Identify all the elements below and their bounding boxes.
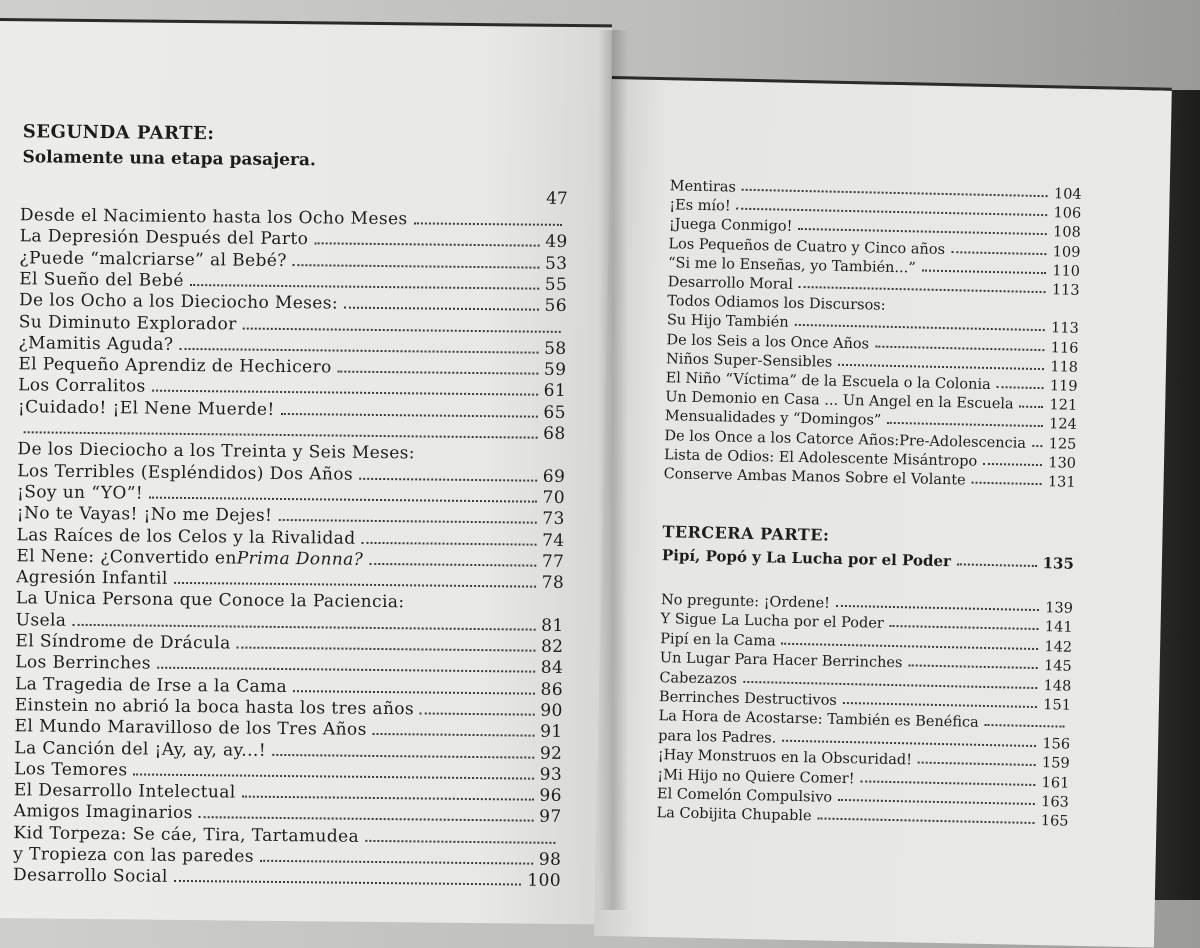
dot-leader bbox=[972, 482, 1042, 485]
entry-title-italic: Prima Donna? bbox=[236, 548, 364, 570]
entry-title: Mensualidades y “Domingos” bbox=[664, 408, 882, 430]
dot-leader bbox=[174, 582, 536, 588]
entry-title: La Hora de Acostarse: También es Benéfica bbox=[658, 708, 979, 732]
entry-title: ¿Puede “malcriarse” al Bebé? bbox=[19, 247, 287, 271]
dot-leader bbox=[237, 647, 535, 652]
section-title: SEGUNDA PARTE: bbox=[22, 121, 215, 145]
entry-title: Su Diminuto Explorador bbox=[18, 311, 237, 334]
entry-page: 73 bbox=[542, 508, 565, 530]
entry-title: para los Padres. bbox=[658, 727, 777, 747]
entry-title: La Depresión Después del Parto bbox=[19, 226, 309, 250]
entry-title: Einstein no abrió la boca hasta los tres años bbox=[14, 695, 415, 720]
entry-title: El Síndrome de Drácula bbox=[15, 631, 231, 654]
entry-title: Pipí en la Cama bbox=[660, 630, 776, 650]
entry-title: Un Demonio en Casa ... Un Angel en la Escuela bbox=[665, 389, 1014, 413]
entry-page: 81 bbox=[541, 615, 564, 636]
entry-title: Pipí, Popó y La Lucha por el Poder bbox=[661, 546, 952, 571]
entry-title: La Canción del ¡Ay, ay, ay...! bbox=[14, 737, 267, 761]
entry-page: 91 bbox=[540, 721, 563, 743]
entry-page: 124 bbox=[1048, 416, 1077, 434]
entry-page: 145 bbox=[1043, 658, 1072, 675]
entry-title: Y Sigue La Lucha por el Poder bbox=[660, 611, 884, 633]
entry-page: 98 bbox=[538, 849, 562, 870]
dot-leader bbox=[338, 371, 538, 375]
entry-title: ¡Cuidado! ¡El Nene Muerde! bbox=[17, 396, 275, 420]
dot-leader bbox=[72, 623, 535, 630]
entry-title: ¡Mi Hijo no Quiere Comer! bbox=[657, 766, 855, 787]
entry-page: 69 bbox=[542, 466, 566, 487]
entry-title: ¿Mamitis Aguda? bbox=[18, 333, 174, 355]
entry-title: Los Berrinches bbox=[15, 652, 152, 674]
dot-leader bbox=[281, 413, 538, 418]
entry-page: 110 bbox=[1052, 263, 1081, 280]
entry-title: ¡Juega Conmigo! bbox=[668, 216, 793, 236]
entry-title: Agresión Infantil bbox=[16, 567, 168, 589]
entry-page: 130 bbox=[1048, 455, 1077, 472]
entry-page: 161 bbox=[1041, 774, 1070, 792]
dot-leader bbox=[157, 667, 535, 673]
entry-title: Desarrollo Moral bbox=[667, 274, 794, 293]
entry-title: El Comelón Compulsivo bbox=[656, 786, 833, 806]
dot-leader bbox=[951, 251, 1047, 255]
book-gutter bbox=[598, 30, 628, 910]
entry-page: 65 bbox=[543, 402, 567, 423]
entry-title: Amigos Imaginarios bbox=[13, 801, 193, 824]
entry-page: 163 bbox=[1041, 794, 1070, 811]
entry-title: Cabezazos bbox=[659, 669, 738, 688]
dot-leader bbox=[373, 733, 534, 737]
entry-page: 116 bbox=[1050, 339, 1079, 357]
entry-page: 59 bbox=[543, 359, 567, 381]
section-subtitle-tercera bbox=[662, 542, 1074, 573]
entry-page: 135 bbox=[1042, 554, 1075, 573]
entry-title: De los Once a los Catorce Años:Pre-Adolescencia bbox=[664, 427, 1027, 452]
dot-leader bbox=[359, 477, 537, 481]
entry-page: 113 bbox=[1051, 282, 1080, 299]
entry-title: Desarrollo Social bbox=[12, 865, 168, 888]
entry-page: 61 bbox=[543, 381, 567, 402]
entry-page: 118 bbox=[1050, 359, 1079, 376]
entry-page: 53 bbox=[544, 253, 568, 274]
entry-title: Un Lugar Para Hacer Berrinches bbox=[659, 650, 903, 672]
entry-page: 97 bbox=[539, 807, 562, 828]
dot-leader bbox=[174, 880, 522, 886]
entry-title: Mentiras bbox=[669, 178, 737, 196]
dot-leader bbox=[293, 264, 539, 269]
entry-page: 96 bbox=[539, 785, 562, 807]
entry-page: 55 bbox=[544, 274, 568, 295]
entry-title: Conserve Ambas Manos Sobre el Volante bbox=[663, 466, 966, 489]
entry-page: 119 bbox=[1049, 378, 1078, 395]
entry-page: 142 bbox=[1044, 638, 1073, 656]
dot-leader bbox=[1032, 444, 1043, 446]
entry-page: 148 bbox=[1043, 677, 1072, 695]
entry-page: 165 bbox=[1040, 813, 1069, 831]
entry-title: ¡No te Vayas! ¡No me Dejes! bbox=[16, 503, 273, 527]
entry-title: Los Corralitos bbox=[18, 375, 146, 397]
dot-leader bbox=[957, 563, 1037, 567]
entry-page: 100 bbox=[527, 870, 562, 892]
entry-title: El Mundo Maravilloso de los Tres Años bbox=[14, 716, 367, 741]
entry-title: Los Terribles (Espléndidos) Dos Años bbox=[17, 460, 354, 485]
entry-title: Berrinches Destructivos bbox=[658, 689, 837, 709]
dot-leader bbox=[985, 724, 1065, 728]
section-subtitle: Solamente una etapa pasajera. bbox=[22, 147, 316, 171]
entry-title: No pregunte: ¡Ordene! bbox=[660, 592, 831, 612]
entry-page: 74 bbox=[542, 530, 565, 551]
entry-title: Niños Super-Sensibles bbox=[665, 350, 833, 371]
toc-list-right-top bbox=[612, 79, 1172, 491]
entry-page: 109 bbox=[1052, 243, 1081, 261]
entry-title: Kid Torpeza: Se cáe, Tira, Tartamudea bbox=[13, 822, 360, 847]
section-title-tercera: TERCERA PARTE: bbox=[662, 522, 830, 545]
entry-title: La Tragedia de Irse a la Cama bbox=[14, 673, 288, 697]
entry-title: Los Temores bbox=[14, 758, 128, 781]
entry-title: De los Seis a los Once Años bbox=[666, 331, 870, 353]
entry-title: El Sueño del Bebé bbox=[19, 269, 184, 291]
entry-title: y Tropieza con las paredes bbox=[13, 844, 255, 867]
dot-leader bbox=[362, 541, 537, 545]
entry-title: Todos Odiamos los Discursos: bbox=[667, 293, 886, 314]
entry-page: 139 bbox=[1045, 600, 1074, 617]
entry-page: 104 bbox=[1053, 186, 1082, 203]
entry-title: Desde el Nacimiento hasta los Ocho Meses bbox=[19, 205, 408, 230]
entry-page: 113 bbox=[1050, 320, 1079, 338]
dot-leader bbox=[293, 690, 534, 695]
entry-title: El Pequeño Aprendiz de Hechicero bbox=[18, 354, 332, 378]
entry-page: 58 bbox=[544, 338, 567, 359]
entry-page: 93 bbox=[539, 764, 563, 785]
entry-page: 84 bbox=[540, 657, 564, 679]
right-page bbox=[594, 76, 1172, 948]
dot-leader bbox=[243, 327, 561, 332]
dot-leader bbox=[242, 796, 534, 801]
entry-page: 92 bbox=[539, 743, 563, 764]
entry-title: El Nene: ¿Convertido en bbox=[16, 545, 237, 569]
dot-leader bbox=[272, 753, 534, 758]
entry-page: 121 bbox=[1049, 397, 1078, 415]
page-number: 47 bbox=[546, 188, 568, 209]
entry-title: Los Pequeños de Cuatro y Cinco años bbox=[668, 235, 946, 258]
entry-page: 82 bbox=[540, 636, 564, 657]
entry-title: ¡Es mío! bbox=[669, 197, 731, 215]
dot-leader bbox=[365, 840, 555, 844]
dot-leader bbox=[420, 712, 534, 715]
entry-title: La Cobijita Chupable bbox=[656, 805, 812, 825]
entry-title: De los Ocho a los Dieciocho Meses: bbox=[18, 290, 339, 314]
left-page bbox=[0, 18, 612, 924]
entry-page: 151 bbox=[1043, 697, 1072, 714]
dot-leader bbox=[369, 563, 536, 567]
dot-leader bbox=[260, 860, 533, 865]
entry-page: 49 bbox=[545, 232, 568, 253]
entry-title: ¡Soy un “YO”! bbox=[16, 482, 144, 504]
entry-title: Lista de Odios: El Adolescente Misántropo bbox=[663, 446, 978, 470]
dot-leader bbox=[278, 519, 536, 524]
entry-page: 68 bbox=[543, 423, 566, 444]
dot-leader bbox=[414, 222, 562, 226]
entry-title: El Desarrollo Intelectual bbox=[13, 780, 236, 803]
entry-page: 106 bbox=[1053, 205, 1082, 223]
entry-page: 56 bbox=[544, 295, 568, 317]
dot-leader bbox=[344, 307, 539, 311]
dot-leader bbox=[997, 386, 1044, 389]
entry-page: 131 bbox=[1047, 474, 1076, 491]
dot-leader bbox=[1020, 406, 1044, 408]
entry-title: La Unica Persona que Conoce la Paciencia: bbox=[15, 588, 405, 613]
entry-title: Usela bbox=[15, 609, 67, 631]
entry-page: 125 bbox=[1048, 435, 1077, 453]
dot-leader bbox=[133, 773, 533, 779]
entry-page: 141 bbox=[1044, 619, 1073, 637]
entry-title: ¡Hay Monstruos en la Obscuridad! bbox=[657, 747, 913, 769]
dot-leader bbox=[199, 817, 533, 823]
entry-page: 78 bbox=[541, 572, 565, 594]
entry-title: Las Raíces de los Celos y la Rivalidad bbox=[16, 524, 356, 549]
entry-page: 159 bbox=[1041, 755, 1070, 772]
toc-entry bbox=[13, 863, 561, 891]
entry-title: El Niño “Víctima” de la Escuela o la Colonia bbox=[665, 370, 991, 393]
dot-leader bbox=[149, 496, 536, 502]
dot-leader bbox=[152, 390, 538, 396]
dot-leader bbox=[818, 818, 1035, 825]
entry-page: 70 bbox=[542, 487, 566, 508]
entry-page: 90 bbox=[540, 700, 563, 721]
entry-page: 156 bbox=[1042, 735, 1071, 753]
dot-leader bbox=[314, 243, 539, 247]
dot-leader bbox=[179, 348, 538, 354]
entry-page: 86 bbox=[540, 679, 564, 700]
entry-title: “Si me lo Enseñas, yo También...” bbox=[667, 255, 916, 277]
entry-page: 77 bbox=[541, 551, 565, 572]
dot-leader bbox=[983, 463, 1042, 466]
entry-page: 108 bbox=[1052, 224, 1081, 242]
entry-title: Su Hijo También bbox=[666, 312, 789, 332]
dot-leader bbox=[190, 284, 539, 290]
entry-title: De los Dieciocho a los Treinta y Seis Meses: bbox=[17, 439, 416, 464]
